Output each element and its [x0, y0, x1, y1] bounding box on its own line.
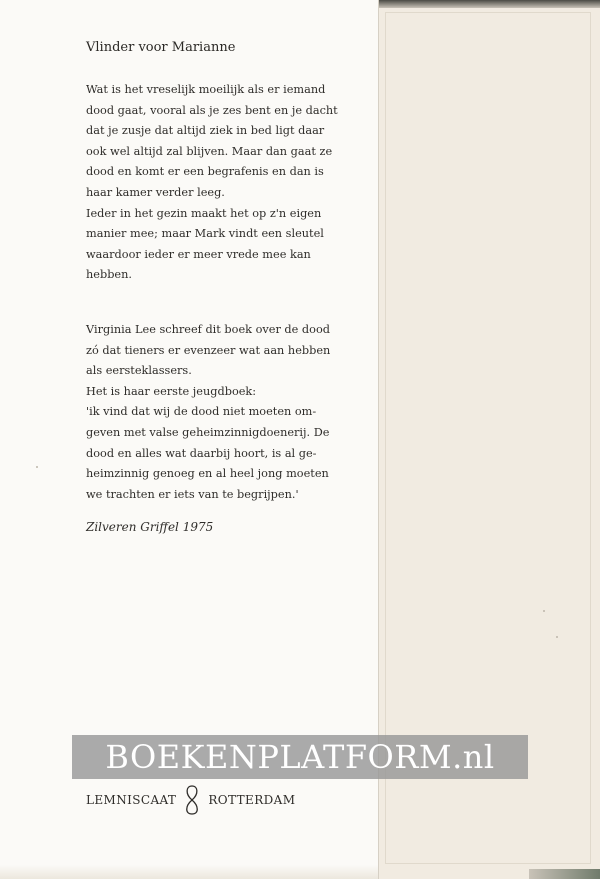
- author-line: dood en alles wat daarbij hoort, is al ge-: [86, 446, 317, 460]
- author-line: geven met valse geheimzinnigdoenerij. De: [86, 425, 330, 439]
- paper-speck: [36, 466, 38, 468]
- author-line: 'ik vind dat wij de dood niet moeten om-: [86, 405, 317, 419]
- author-line: Het is haar eerste jeugdboek:: [86, 384, 257, 398]
- summary-line: manier mee; maar Mark vindt een sleutel: [86, 227, 324, 241]
- publisher-imprint: [86, 784, 295, 816]
- summary-line: Ieder in het gezin maakt het op z'n eigen: [86, 206, 322, 220]
- summary-text: [86, 80, 356, 286]
- publisher-name: LEMNISCAAT: [86, 793, 177, 807]
- summary-line: dood en komt er een begrafenis en dan is: [86, 165, 324, 179]
- cover-bottom-edge: [529, 869, 600, 879]
- paper-speck: [543, 610, 545, 612]
- award-text: Zilveren Griffel 1975: [86, 520, 214, 534]
- summary-line: dood gaat, vooral als je zes bent en je dacht: [86, 103, 338, 117]
- summary-line: ook wel altijd zal blijven. Maar dan gaat ze: [86, 144, 333, 158]
- cover-top-edge: [379, 0, 600, 8]
- paper-speck: [556, 636, 558, 638]
- book-title: Vlinder voor Marianne: [86, 40, 236, 55]
- summary-line: Wat is het vreselijk moeilijk als er iemand: [86, 83, 326, 96]
- summary-line: hebben.: [86, 268, 132, 282]
- author-line: Virginia Lee schreef dit boek over de dood: [86, 323, 331, 336]
- lemniscate-figure-eight-icon: [182, 784, 202, 816]
- summary-line: dat je zusje dat altijd ziek in bed ligt daar: [86, 124, 325, 138]
- publisher-city: ROTTERDAM: [208, 793, 296, 807]
- watermark-banner: BOEKENPLATFORM.nl: [72, 735, 528, 779]
- author-text: [86, 320, 356, 505]
- summary-line: waardoor ieder er meer vrede mee kan: [86, 247, 311, 261]
- author-line: we trachten er iets van te begrijpen.': [86, 487, 299, 501]
- page-bottom-edge: [0, 865, 378, 879]
- author-line: als eersteklassers.: [86, 364, 192, 378]
- author-line: heimzinnig genoeg en al heel jong moeten: [86, 467, 329, 481]
- author-line: zó dat tieners er evenzeer wat aan hebben: [86, 343, 331, 357]
- summary-line: haar kamer verder leeg.: [86, 185, 225, 199]
